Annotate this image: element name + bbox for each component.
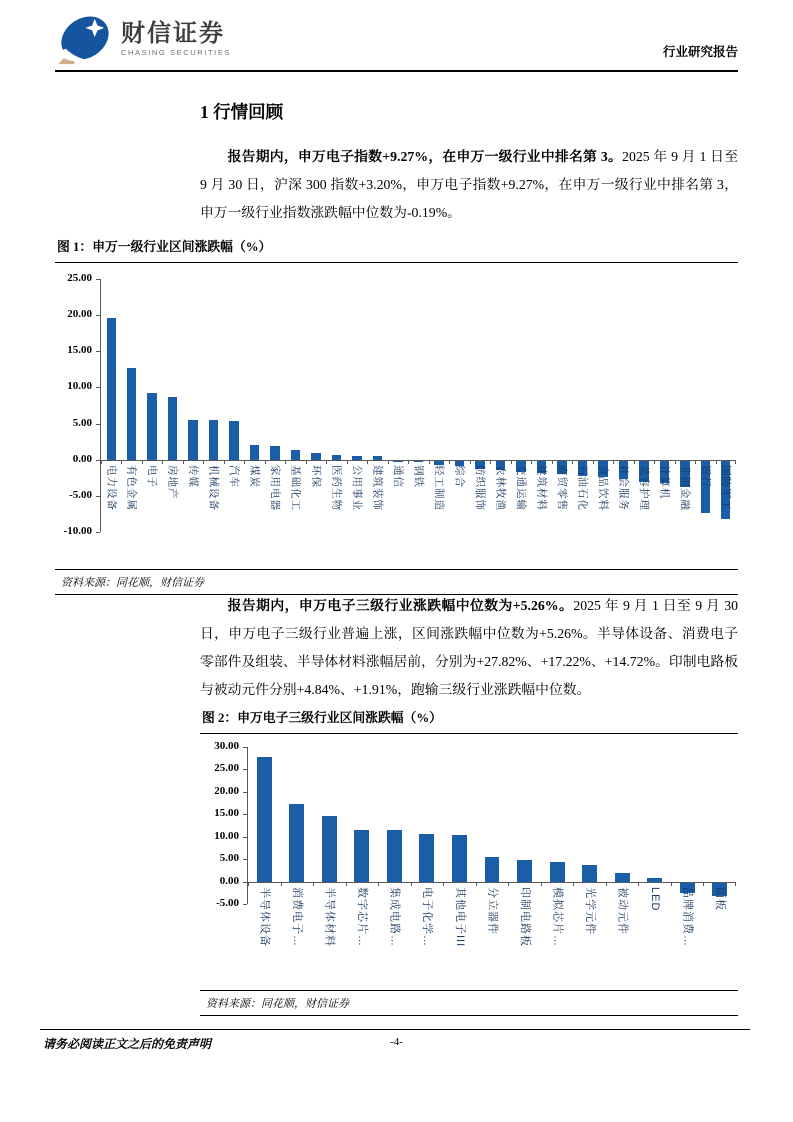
category-label-text: 社会服务 bbox=[617, 464, 630, 511]
x-axis-tick bbox=[490, 460, 491, 464]
x-axis-tick bbox=[735, 460, 736, 464]
category-label bbox=[638, 887, 671, 911]
category-label-text: 半导体设备 bbox=[258, 886, 271, 947]
category-label bbox=[285, 465, 305, 511]
category-label-text: 钢铁 bbox=[412, 464, 425, 488]
chart-plot-area bbox=[247, 747, 736, 947]
logo-company-name-en: CHASING SECURITIES bbox=[121, 47, 232, 57]
bar bbox=[393, 461, 402, 462]
bar bbox=[311, 453, 320, 460]
y-axis-tick bbox=[96, 532, 100, 533]
category-label bbox=[511, 465, 531, 511]
category-label-text: 电子化学… bbox=[421, 886, 434, 947]
category-label-text: 美容护理 bbox=[637, 464, 650, 511]
category-label bbox=[388, 465, 408, 488]
category-label-text: 汽车 bbox=[228, 464, 241, 488]
zero-axis-line bbox=[248, 882, 736, 883]
x-axis-tick bbox=[429, 460, 430, 464]
x-axis-tick bbox=[162, 460, 163, 464]
category-label bbox=[613, 465, 633, 511]
x-axis-tick bbox=[183, 460, 184, 464]
category-label bbox=[281, 887, 314, 947]
category-label-text: 综合 bbox=[453, 464, 466, 488]
figure-2-source: 资料来源：同花顺，财信证券 bbox=[200, 990, 738, 1016]
report-type-label: 行业研究报告 bbox=[662, 45, 738, 59]
x-axis-tick bbox=[411, 882, 412, 886]
y-tick-label: 30.00 bbox=[214, 740, 239, 752]
bar bbox=[517, 860, 532, 882]
footer-divider bbox=[40, 1029, 750, 1030]
y-tick-label: 0.00 bbox=[72, 452, 92, 465]
logo-company-name: 财信证券 bbox=[121, 20, 225, 48]
category-label bbox=[703, 887, 736, 911]
y-tick-label: -5.00 bbox=[216, 897, 239, 909]
chart-plot-area bbox=[100, 279, 736, 532]
bar bbox=[107, 318, 116, 460]
bar bbox=[127, 368, 136, 460]
x-axis-tick bbox=[313, 882, 314, 886]
bar bbox=[387, 830, 402, 881]
x-axis-tick bbox=[101, 460, 102, 464]
category-label bbox=[142, 465, 162, 488]
bar bbox=[615, 873, 630, 882]
paragraph2-lead: 报告期内，申万电子三级行业涨跌幅中位数为+5.26%。 bbox=[227, 598, 574, 613]
x-axis-tick bbox=[347, 460, 348, 464]
x-axis-tick bbox=[508, 882, 509, 886]
x-axis-tick bbox=[606, 882, 607, 886]
x-axis-tick bbox=[735, 882, 736, 886]
category-label bbox=[573, 887, 606, 935]
category-label bbox=[203, 465, 223, 511]
category-label-text: 环保 bbox=[310, 464, 323, 488]
figure-1-title: 图 1：申万一级行业区间涨跌幅（%） bbox=[55, 232, 738, 263]
x-axis-tick bbox=[248, 882, 249, 886]
x-axis-tick bbox=[388, 460, 389, 464]
category-label-text: 基础化工 bbox=[289, 464, 302, 511]
bar bbox=[209, 420, 218, 459]
x-axis-tick bbox=[244, 460, 245, 464]
bar bbox=[419, 834, 434, 882]
category-label-text: 有色金属 bbox=[125, 464, 138, 511]
x-axis-tick bbox=[638, 882, 639, 886]
category-label bbox=[716, 465, 736, 511]
category-label bbox=[695, 465, 715, 488]
footer-disclaimer: 请务必阅读正文之后的免责声明 bbox=[43, 1037, 212, 1051]
category-label-text: 印制电路板 bbox=[518, 886, 531, 947]
x-axis-tick bbox=[203, 460, 204, 464]
x-axis-tick bbox=[593, 460, 594, 464]
bar bbox=[270, 446, 279, 460]
x-axis-tick bbox=[443, 882, 444, 886]
bar bbox=[485, 857, 500, 881]
x-axis-tick bbox=[675, 460, 676, 464]
x-axis-tick bbox=[654, 460, 655, 464]
category-label bbox=[443, 887, 476, 947]
category-label bbox=[470, 465, 490, 511]
category-label bbox=[671, 887, 704, 947]
y-tick-label: 25.00 bbox=[67, 272, 92, 284]
bar bbox=[582, 865, 597, 881]
category-label bbox=[476, 887, 509, 935]
paragraph1-body: 2025 年 9 月 1 日至 9 月 30 日，沪深 300 指数+3.20%，申万电子指数+9.27%，在申万一级行业中排名第 3，申万一级行业指数涨跌幅中位数为-0.19%。 bbox=[200, 149, 738, 220]
x-axis-tick bbox=[511, 460, 512, 464]
bar bbox=[188, 420, 197, 460]
category-label bbox=[541, 887, 574, 947]
x-axis-tick bbox=[552, 460, 553, 464]
category-label bbox=[572, 465, 592, 511]
category-label-text: 医药生物 bbox=[330, 464, 343, 511]
category-label-text: 公用事业 bbox=[351, 464, 364, 511]
y-tick-label: 5.00 bbox=[219, 852, 239, 865]
paragraph-electronics-review bbox=[200, 592, 738, 704]
category-label-text: 电子 bbox=[146, 464, 159, 488]
figure-1-source: 资料来源：同花顺，财信证券 bbox=[55, 569, 738, 595]
y-tick-label: 15.00 bbox=[214, 807, 239, 820]
x-axis-tick bbox=[703, 882, 704, 886]
y-tick-label: 10.00 bbox=[214, 829, 239, 842]
x-axis-tick bbox=[281, 882, 282, 886]
x-axis-tick bbox=[121, 460, 122, 464]
bar bbox=[291, 450, 300, 459]
bar bbox=[354, 830, 369, 882]
category-label-text: 品牌消费… bbox=[681, 886, 694, 947]
category-label bbox=[347, 465, 367, 511]
x-axis-tick bbox=[449, 460, 450, 464]
bar bbox=[352, 456, 361, 460]
x-axis-tick bbox=[716, 460, 717, 464]
category-label-text: 家用电器 bbox=[269, 464, 282, 511]
category-label-text: 轻工制造 bbox=[433, 464, 445, 511]
bar bbox=[647, 878, 662, 881]
category-label bbox=[101, 465, 121, 511]
bar bbox=[168, 397, 177, 460]
bar bbox=[373, 456, 382, 460]
x-axis-tick bbox=[541, 882, 542, 886]
paragraph1-lead: 报告期内，申万电子指数+9.27%，在申万一级行业中排名第 3。 bbox=[227, 149, 623, 164]
category-label-text: 模拟芯片… bbox=[551, 886, 564, 947]
category-label-text: 被动元件 bbox=[616, 886, 629, 935]
x-axis-tick bbox=[476, 882, 477, 886]
bar-chart-sw-industries bbox=[55, 263, 738, 569]
category-label-text: 消费电子… bbox=[291, 886, 304, 947]
category-label-text: 建筑装饰 bbox=[371, 464, 384, 511]
category-label-text: 交通运输 bbox=[514, 464, 527, 511]
category-label-text: 石油石化 bbox=[576, 464, 589, 511]
y-tick-label: -5.00 bbox=[69, 488, 92, 501]
category-label bbox=[508, 887, 541, 947]
category-label-text: 食品饮料 bbox=[596, 464, 609, 511]
x-axis-tick bbox=[306, 460, 307, 464]
category-label bbox=[313, 887, 346, 947]
category-label bbox=[244, 465, 264, 488]
figure-1 bbox=[55, 232, 738, 595]
category-label-text: 机械设备 bbox=[207, 464, 220, 511]
bar bbox=[322, 816, 337, 882]
category-label bbox=[162, 465, 182, 500]
category-label-text: 计算机 bbox=[658, 464, 671, 500]
x-axis-tick bbox=[695, 460, 696, 464]
category-label-text: 建筑材料 bbox=[535, 464, 548, 511]
category-label-text: 纺织服饰 bbox=[473, 464, 486, 511]
category-label bbox=[378, 887, 411, 947]
y-tick-label: 20.00 bbox=[214, 784, 239, 797]
x-axis-tick bbox=[326, 460, 327, 464]
x-axis-tick bbox=[346, 882, 347, 886]
category-label-text: 面板 bbox=[714, 886, 727, 911]
company-logo bbox=[55, 12, 231, 66]
bar-chart-electronics-subindustries bbox=[200, 734, 738, 990]
paragraph-market-review bbox=[200, 143, 738, 227]
x-axis-tick bbox=[367, 460, 368, 464]
category-label-text: 数字芯片… bbox=[356, 886, 369, 947]
category-label bbox=[606, 887, 639, 935]
figure-2-title: 图 2：申万电子三级行业区间涨跌幅（%） bbox=[200, 703, 738, 734]
x-axis-tick bbox=[408, 460, 409, 464]
category-label-text: 光学元件 bbox=[583, 886, 596, 935]
bar bbox=[332, 455, 341, 459]
category-label bbox=[593, 465, 613, 511]
category-label bbox=[224, 465, 244, 488]
paragraph2-body: 2025 年 9 月 1 日至 9 月 30 日，申万电子三级行业普遍上涨，区间涨跌幅中位数为+5.26%。半导体设备、消费电子零部件及组装、半导体材料涨幅居前，分别为+27.82%、+17.22%、+14.72%。印制电路板与被动元件分别+4.84%、+1.91%，跑输三级行业涨跌幅中位数。 bbox=[200, 598, 738, 697]
category-label bbox=[531, 465, 551, 511]
y-tick-label: 10.00 bbox=[67, 380, 92, 393]
category-label-text: 银行 bbox=[699, 464, 712, 488]
bar bbox=[250, 445, 259, 459]
y-tick-label: -10.00 bbox=[63, 525, 92, 537]
x-axis-tick bbox=[142, 460, 143, 464]
y-tick-label: 5.00 bbox=[72, 416, 92, 429]
category-label bbox=[675, 465, 695, 511]
category-label-text: LED bbox=[648, 886, 661, 911]
category-label bbox=[367, 465, 387, 511]
x-axis-tick bbox=[572, 460, 573, 464]
y-tick-label: 0.00 bbox=[219, 874, 239, 887]
category-label-text: 煤炭 bbox=[248, 464, 261, 488]
bar bbox=[257, 757, 272, 882]
category-label bbox=[429, 465, 449, 511]
category-label-text: 国防军工 bbox=[719, 464, 732, 511]
y-tick-label: 15.00 bbox=[67, 344, 92, 357]
figure-2 bbox=[200, 703, 738, 1016]
category-label bbox=[408, 465, 428, 488]
bar bbox=[414, 461, 423, 462]
x-axis-tick bbox=[470, 460, 471, 464]
category-label bbox=[121, 465, 141, 511]
bar bbox=[550, 862, 565, 881]
category-label bbox=[490, 465, 510, 511]
category-label-text: 农林牧渔 bbox=[494, 464, 507, 511]
x-axis-tick bbox=[671, 882, 672, 886]
y-tick-label: 25.00 bbox=[214, 762, 239, 775]
category-label bbox=[634, 465, 654, 511]
category-label-text: 集成电路… bbox=[388, 886, 401, 947]
x-axis-tick bbox=[224, 460, 225, 464]
category-label-text: 非银金融 bbox=[678, 464, 691, 511]
category-label bbox=[265, 465, 285, 511]
bar bbox=[229, 421, 238, 459]
category-label-text: 分立器件 bbox=[486, 886, 499, 935]
x-axis-tick bbox=[285, 460, 286, 464]
x-axis-tick bbox=[634, 460, 635, 464]
header-divider bbox=[55, 70, 738, 72]
category-label bbox=[183, 465, 203, 488]
bar bbox=[289, 804, 304, 881]
category-label bbox=[552, 465, 572, 511]
logo-text bbox=[121, 21, 231, 56]
section-heading: 1 行情回顾 bbox=[200, 102, 284, 122]
x-axis-tick bbox=[531, 460, 532, 464]
x-axis-tick bbox=[613, 460, 614, 464]
x-axis-tick bbox=[573, 882, 574, 886]
logo-icon bbox=[55, 12, 113, 66]
category-label-text: 通信 bbox=[392, 464, 405, 488]
page-number: -4- bbox=[390, 1036, 403, 1048]
category-label bbox=[411, 887, 444, 947]
category-label-text: 电力设备 bbox=[105, 464, 118, 511]
category-label-text: 房地产 bbox=[166, 464, 179, 500]
category-label bbox=[654, 465, 674, 500]
x-axis-tick bbox=[378, 882, 379, 886]
category-label bbox=[306, 465, 326, 488]
category-label bbox=[346, 887, 379, 947]
bar bbox=[452, 835, 467, 881]
y-axis-tick bbox=[243, 904, 247, 905]
bar bbox=[147, 393, 156, 460]
category-label bbox=[326, 465, 346, 511]
category-label-text: 传媒 bbox=[187, 464, 200, 488]
category-label-text: 其他电子III bbox=[453, 886, 466, 947]
x-axis-tick bbox=[265, 460, 266, 464]
y-tick-label: 20.00 bbox=[67, 308, 92, 321]
category-label-text: 商贸零售 bbox=[555, 464, 568, 511]
category-label bbox=[248, 887, 281, 947]
category-label-text: 半导体材料 bbox=[323, 886, 336, 947]
category-label bbox=[449, 465, 469, 488]
